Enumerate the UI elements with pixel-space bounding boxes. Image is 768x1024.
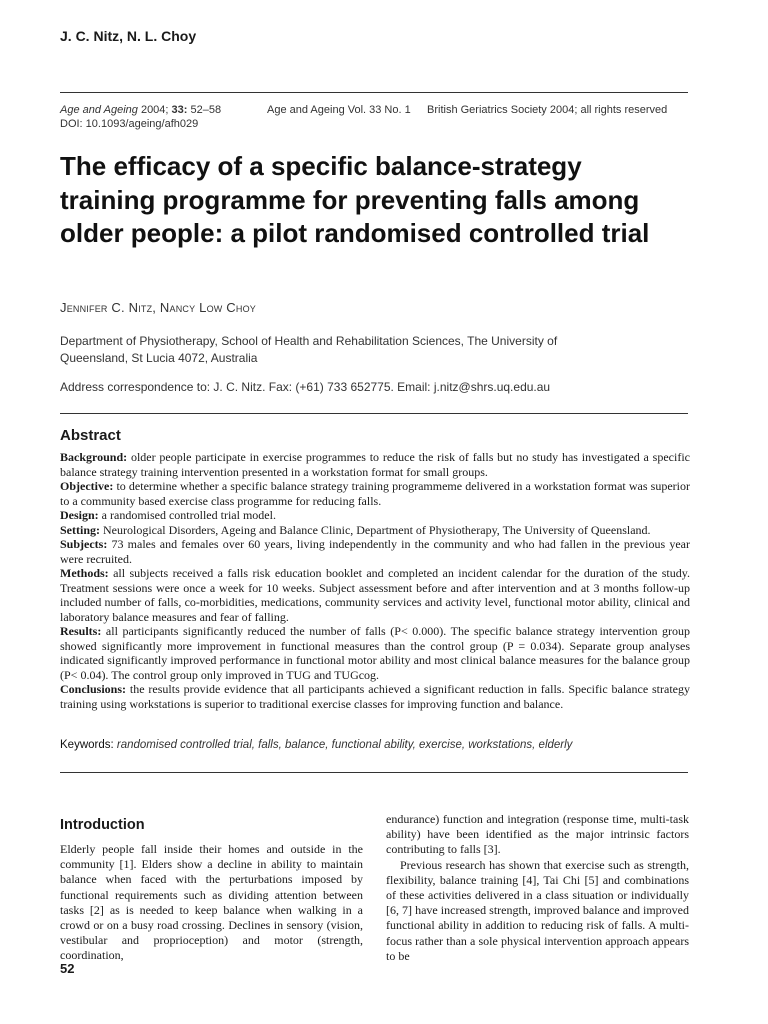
paragraph: Previous research has shown that exercise such as strength, flexibility, balance training [4], Tai Chi [5] and combinations of these activities delivered in a class situation or individually [6, 7] have increased strength, improved balance and improved functional ability in addition to reducing risk of falls. A multi-focus rather than a sole physical intervention approach appears to be xyxy=(386,857,689,963)
keywords-text: randomised controlled trial, falls, balance, functional ability, exercise, workstations, elderly xyxy=(116,739,573,751)
citation-year: 2004; xyxy=(137,104,172,116)
abstract-background xyxy=(60,450,690,479)
citation-volume: 33: xyxy=(171,104,188,116)
body-column-left xyxy=(60,842,363,964)
abstract-text: to determine whether a specific balance strategy training programmeme delivered in a workstation format was superior to a community based exercise class programme for reducing falls. xyxy=(60,479,690,508)
article-title: The efficacy of a specific balance-strategy training programme for preventing falls among older people: a pilot randomised controlled trial xyxy=(60,151,650,248)
abstract-label: Setting: xyxy=(60,522,100,537)
keywords-label: Keywords: xyxy=(60,739,117,751)
abstract-objective xyxy=(60,479,690,508)
abstract-conclusions xyxy=(60,682,690,711)
abstract-label: Results: xyxy=(60,624,102,638)
citation-journal: Age and Ageing xyxy=(60,104,138,116)
doi: DOI: 10.1093/ageing/afh029 xyxy=(60,118,199,130)
abstract-heading: Abstract xyxy=(60,427,121,444)
abstract-label: Subjects: xyxy=(60,537,108,551)
citation-pages: 52–58 xyxy=(187,104,222,116)
abstract-text: 73 males and females over 60 years, living independently in the community and who had fallen in the previous year were recruited. xyxy=(60,537,690,566)
abstract-label: Conclusions: xyxy=(60,682,127,696)
paragraph: Elderly people fall inside their homes and outside in the community [1]. Elders show a decline in ability to maintain balance when faced with the perturbations imposed by functional requirements such as dividing attention between tasks [2] as is needed to keep balance when walking in a crowd or on a busy road crossing. Declines in sensory (vision, vestibular and proprioception) and motor (strength, coordination, xyxy=(60,842,363,963)
abstract-subjects xyxy=(60,537,690,566)
abstract-setting xyxy=(60,523,690,538)
paragraph: endurance) function and integration (response time, multi-task ability) have been identified as the major intrinsic factors contributing to falls [3]. xyxy=(386,812,689,857)
header-rule xyxy=(60,92,688,93)
abstract-design xyxy=(60,508,690,523)
journal-issue: Age and Ageing Vol. 33 No. 1 xyxy=(267,104,411,116)
body-column-right xyxy=(386,812,689,964)
copyright-notice: British Geriatrics Society 2004; all rights reserved xyxy=(427,104,668,116)
keywords-bottom-rule xyxy=(60,772,688,773)
abstract-text: all subjects received a falls risk education booklet and completed an incident calendar for the duration of the study. Treatment sessions were once a week for 10 weeks. Subject assessment before and after intervention and at 3 months follow-up included number of falls, co-morbidities, medications, community services and activity level, functional motor ability, clinical and laboratory balance measures and fear of falling. xyxy=(60,566,690,624)
abstract-top-rule xyxy=(60,413,688,414)
abstract-label: Objective: xyxy=(60,479,114,493)
running-head: J. C. Nitz, N. L. Choy xyxy=(60,28,197,44)
author-list: Jennifer C. Nitz, Nancy Low Choy xyxy=(60,300,256,315)
affiliation: Department of Physiotherapy, School of Health and Rehabilitation Sciences, The University of Queensland, St Lucia 4072, Australia xyxy=(60,334,558,365)
abstract-results xyxy=(60,624,690,682)
abstract-text: Neurological Disorders, Ageing and Balance Clinic, Department of Physiotherapy, The University of Queensland. xyxy=(100,522,651,537)
abstract-label: Design: xyxy=(60,508,99,522)
introduction-heading: Introduction xyxy=(60,817,145,833)
abstract-label: Background: xyxy=(60,450,128,464)
abstract-label: Methods: xyxy=(60,566,109,580)
correspondence: Address correspondence to: J. C. Nitz. Fax: (+61) 733 652775. Email: j.nitz@shrs.uq.edu.au xyxy=(60,380,551,394)
abstract-text: older people participate in exercise programmes to reduce the risk of falls but no study has investigated a specific balance strategy training intervention presented in a workstation format for small groups. xyxy=(60,450,690,479)
citation xyxy=(60,103,221,118)
abstract-body xyxy=(60,450,690,711)
abstract-text: a randomised controlled trial model. xyxy=(98,508,276,522)
page-number: 52 xyxy=(60,961,75,976)
abstract-methods xyxy=(60,566,690,624)
abstract-text: all participants significantly reduced the number of falls (P< 0.000). The specific balance strategy intervention group showed significantly more improvement in functional measures than the control group (P = 0.034). Separate group analyses indicated significantly improved performance in functional motor ability and most clinical balance measures for the balance group (P< 0.04). The control group only improved in TUG and TUGcog. xyxy=(60,624,690,682)
keywords xyxy=(60,739,572,751)
abstract-text: the results provide evidence that all participants achieved a significant reduction in falls. Specific balance strategy training using workstations is superior to traditional exercise classes for improving function and balance. xyxy=(60,682,690,711)
